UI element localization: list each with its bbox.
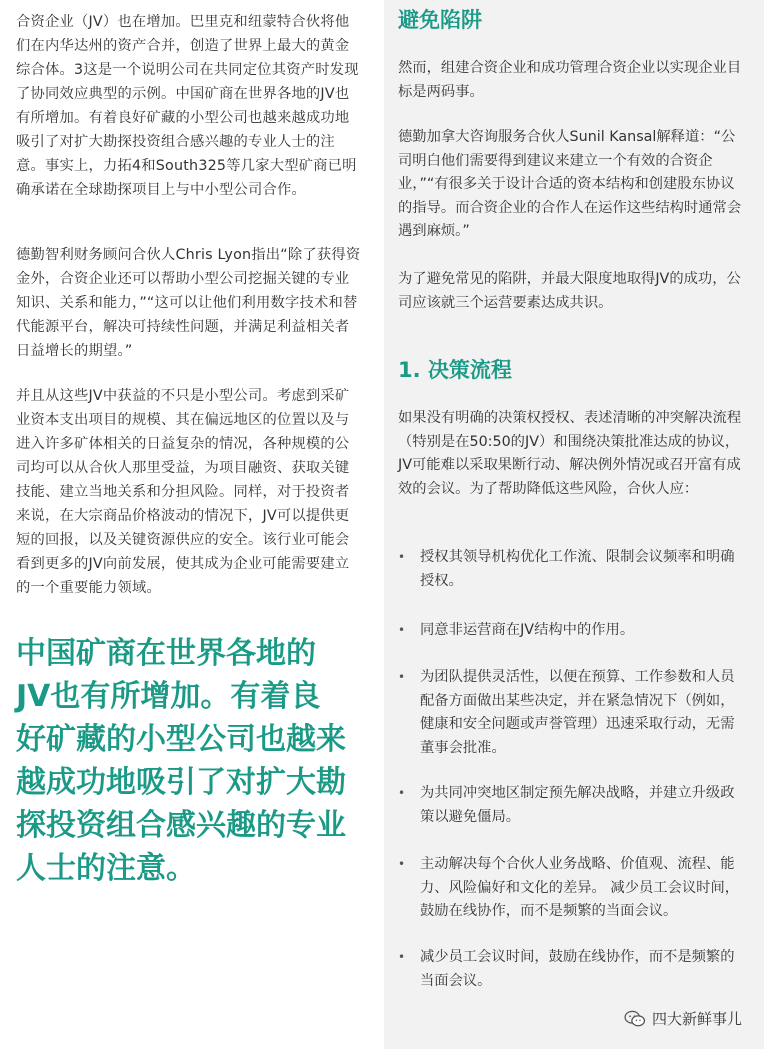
bullet-icon: • [398,950,406,964]
paragraph-three-elements: 为了避免常见的陷阱，并最大限度地取得JV的成功，公司应该就三个运营要素达成共识。 [398,271,741,311]
bullet-icon: • [398,670,406,684]
pull-quote: 中国矿商在世界各地的JV也有所增加。有着良好矿藏的小型公司也越来越成功地吸引了对扩大勘探投资组合感兴趣的专业人士的注意。 [16,636,346,886]
bullet-icon: • [398,623,406,637]
paragraph-decision-process: 如果没有明确的决策权授权、表述清晰的冲突解决流程（特别是在50:50的JV）和围绕决策批准达成的协议，JV可能难以采取果断行动、解决例外情况或召开富有成效的会议。为了帮助降低这些风险，合伙人应： [398,410,742,497]
bullet-icon: • [398,857,406,871]
paragraph-jv-increase: 合资企业（JV）也在增加。巴里克和纽蒙特合伙将他们在内华达州的资产合并，创造了世界上最大的黄金综合体。3这是一个说明公司在共同定位其资产时发现了协同效应典型的示例。中国矿商在世界各地的JV也有所增加。有着良好矿藏的小型公司也越来越成功地吸引了对扩大勘探投资组合感兴趣的专业人士的注意。事实上，力拓4和South325等几家大型矿商已明确承诺在全球勘探项目上与中小型公司合作。 [16,14,359,198]
watermark-text: 四大新鲜事儿 [651,1010,742,1028]
right-column: 避免陷阱 然而，组建合资企业和成功管理合资企业以实现企业目标是两码事。 德勤加拿大咨询服务合伙人Sunil Kansal解释道：“公司明白他们需要得到建议来建立一个有效的合资企业，”“有很多关于设计合适的资本结构和创建股东协议的指导。而合资企业的合作人在运作这些结构时通常会遇到麻烦。” 为了避免常见的陷阱，并最大限度地取得JV的成功，公司应该就三个运营要素达成共识。 1. 决策流程 如果没有明确的决策权授权、表述清晰的冲突解决流程（特别是在50:50的JV）和围绕决策批准达成的协议，JV可能难以采取果断行动、解决例外情况或召开富有成效的会议。为了帮助降低这些风险，合伙人应： • 授权其领导机构优化工作流、限制会议频率和明确授权。 • 同意非运营商在JV结构中的作用。 • 为团队提供灵活性，以便在预算、工作参数和人员配备方面做出某些决定，并在紧急情况下（例如，健康和安全问题或声誉管理）迅速采取行动，无需董事会批准。 • 为共同冲突地区制定预先解决战略，并建立升级政策以避免僵局。 • 主动解决每个合伙人业务战略、价值观、流程、能力、风险偏好和文化的差异。 减少员工会议时间，鼓励在线协作，而不是频繁的当面会议。 • 减少员工会议时间，鼓励在线协作，而不是频繁的当面会议。 [384,0,764,1049]
heading-decision-process: 1. 决策流程 [398,358,512,382]
watermark [624,1008,742,1029]
bullet-icon: • [398,786,406,800]
paragraph-chris-lyon-quote: 德勤智利财务顾问合伙人Chris Lyon指出“除了获得资金外，合资企业还可以帮助小型公司挖掘关键的专业知识、关系和能力，”“这可以让他们利用数字技术和替代能源平台，解决可持续性问题，并满足利益相关者日益增长的期望。” [16,247,361,359]
heading-avoid-pitfalls: 避免陷阱 [398,8,482,32]
paragraph-sunil-kansal-quote: 德勤加拿大咨询服务合伙人Sunil Kansal解释道：“公司明白他们需要得到建议来建立一个有效的合资企业，”“有很多关于设计合适的资本结构和创建股东协议的指导。而合资企业的合作人在运作这些结构时通常会遇到麻烦。” [398,129,742,239]
paragraph-intro: 然而，组建合资企业和成功管理合资企业以实现企业目标是两码事。 [398,60,742,100]
wechat-icon [624,1010,646,1028]
paragraph-benefits: 并且从这些JV中获益的不只是小型公司。考虑到采矿业资本支出项目的规模、其在偏远地区的位置以及与进入许多矿体相关的日益复杂的情况，各种规模的公司均可以从合伙人那里受益，为项目融资、获取关键技能、建立当地关系和分担风险。同样，对于投资者来说，在大宗商品价格波动的情况下，JV可以提供更短的回报，以及关键资源供应的安全。该行业可能会看到更多的JV向前发展，使其成为企业可能需要建立的一个重要能力领域。 [16,388,350,596]
bullet-icon: • [398,550,406,564]
